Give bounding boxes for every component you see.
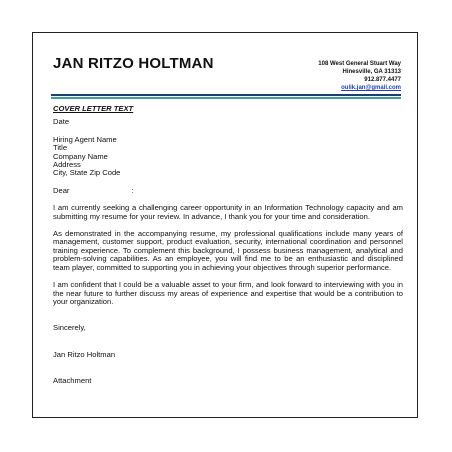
cover-letter-heading: COVER LETTER TEXT [53, 104, 134, 113]
address-line-city: Hinesville, GA 31313 [342, 69, 401, 75]
header-divider-dark [51, 94, 401, 96]
salutation-text: Dear [53, 185, 70, 195]
address-line-street: 108 West General Stuart Way [318, 61, 401, 67]
paragraph-qualifications: As demonstrated in the accompanying resume, my professional qualifications include many years of management, customer support, product evaluation, security, international coordination and personnel training experience. To complement this background, I possess business management, analytical and problem-solving capabilities. As an employee, you will find me to be an enthusiastic and disciplined team player, committed to supporting you in achieving your objectives through superior performance. [53, 229, 403, 272]
recipient-address: Address [53, 160, 81, 170]
salutation-colon: : [131, 185, 134, 195]
recipient-company: Company Name [53, 151, 108, 161]
enclosure-line: Attachment [53, 376, 92, 386]
salutation [53, 187, 403, 195]
date-line: Date [53, 117, 70, 127]
recipient-title: Title [53, 143, 68, 153]
paragraph-intro: I am currently seeking a challenging career opportunity in an Information Technology capacity and am submitting my resume for your review. In advance, I thank you for your time and consideration. [53, 203, 403, 221]
letter-page [32, 32, 418, 418]
recipient-city-state-zip: City, State Zip Code [53, 168, 121, 178]
letter-body [53, 105, 403, 386]
closing-line: Sincerely, [53, 323, 86, 333]
header-divider-teal [51, 97, 401, 99]
sender-address-block [318, 60, 401, 92]
address-line-phone: 912.877.4477 [364, 77, 401, 83]
sender-name: JAN RITZO HOLTMAN [53, 55, 214, 72]
email-link[interactable]: oulik.jan@gmail.com [341, 85, 401, 91]
recipient-name: Hiring Agent Name [53, 134, 117, 144]
signature-name: Jan Ritzo Holtman [53, 349, 116, 359]
paragraph-closing: I am confident that I could be a valuable asset to your firm, and look forward to interviewing with you in the near future to further discuss my areas of experience and expertise that would be a contribution to your organization. [53, 280, 403, 306]
